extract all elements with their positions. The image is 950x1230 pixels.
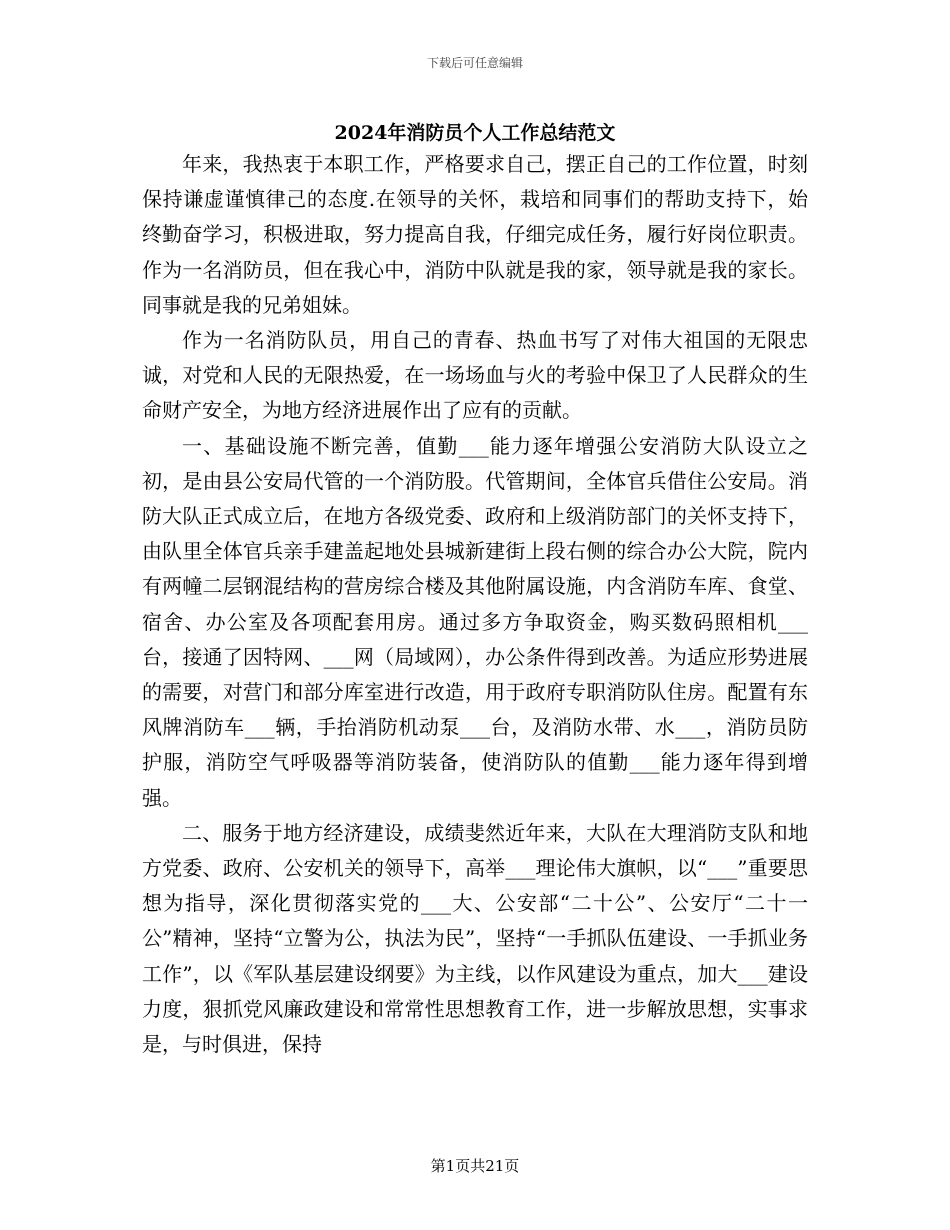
paragraph-1: 年来，我热衷于本职工作，严格要求自己，摆正自己的工作位置，时刻保持谦虚谨慎律己的态度.在领导的关怀，栽培和同事们的帮助支持下，始终勤奋学习，积极进取，努力提高自我，仔细完成任务，履行好岗位职责。作为一名消防员，但在我心中，消防中队就是我的家，领导就是我的家长。同事就是我的兄弟姐妹。 (142, 152, 808, 317)
document-body (142, 147, 808, 1062)
paragraph-4: 二、服务于地方经济建设，成绩斐然近年来，大队在大理消防支队和地方党委、政府、公安机关的领导下，高举___理论伟大旗帜，以“___”重要思想为指导，深化贯彻落实党的___大、公安部“二十公”、公安厅“二十一公”精神，坚持“立警为公，执法为民”，坚持“一手抓队伍建设、一手抓业务工作”，以《军队基层建设纲要》为主线，以作风建设为重点，加大___建设力度，狠抓党风廉政建设和常常性思想教育工作，进一步解放思想，实事求是，与时俱进，保持 (142, 820, 808, 1057)
page-number-footer: 第1页共21页 (430, 1157, 520, 1175)
paragraph-2: 作为一名消防队员，用自己的青春、热血书写了对伟大祖国的无限忠诚，对党和人民的无限热爱，在一场场血与火的考验中保卫了人民群众的生命财产安全，为地方经济进展作出了应有的贡献。 (142, 328, 808, 423)
header-note: 下载后可任意编辑 (426, 56, 523, 70)
document-title: 2024年消防员个人工作总结范文 (334, 122, 616, 144)
paragraph-3: 一、基础设施不断完善，值勤___能力逐年增强公安消防大队设立之初，是由县公安局代管的一个消防股。代管期间，全体官兵借住公安局。消防大队正式成立后，在地方各级党委、政府和上级消防部门的关怀支持下，由队里全体官兵亲手建盖起地处县城新建街上段右侧的综合办公大院，院内有两幢二层钢混结构的营房综合楼及其他附属设施，内含消防车库、食堂、宿舍、办公室及各项配套用房。通过多方争取资金，购买数码照相机___台，接通了因特网、___网（局域网），办公条件得到改善。为适应形势进展的需要，对营门和部分库室进行改造，用于政府专职消防队住房。配置有东风牌消防车___辆，手抬消防机动泵___台，及消防水带、水___，消防员防护服，消防空气呼吸器等消防装备，使消防队的值勤___能力逐年得到增强。 (142, 433, 808, 810)
